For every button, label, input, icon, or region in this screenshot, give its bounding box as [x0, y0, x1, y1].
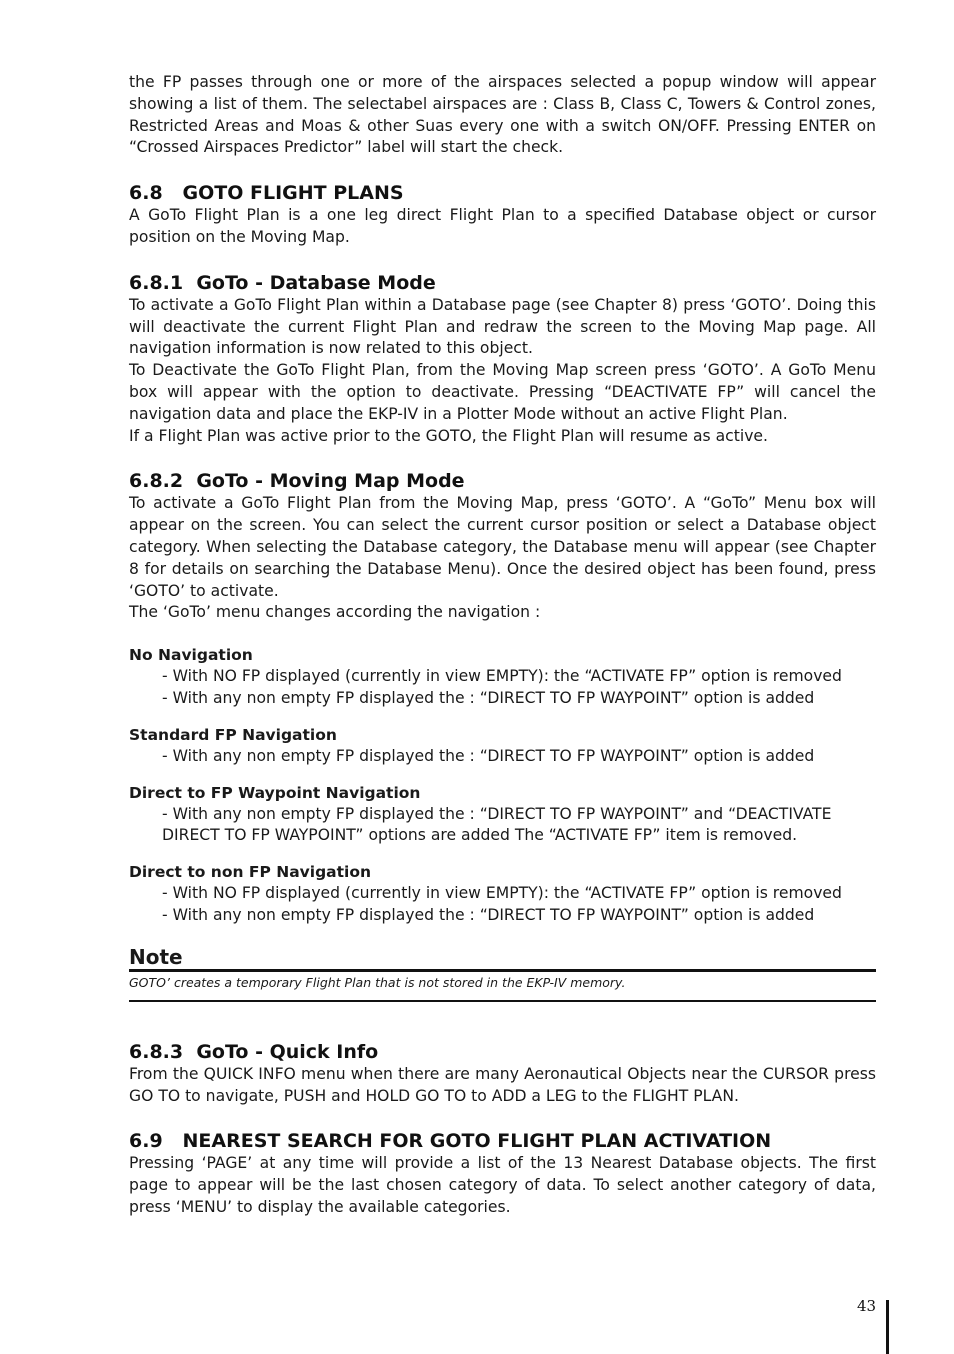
- list-item: - With any non empty FP displayed the : “DIRECT TO FP WAYPOINT” option is added: [162, 688, 815, 707]
- subsection-title: No Navigation: [129, 646, 253, 665]
- list-item: - With any non empty FP displayed the : “DIRECT TO FP WAYPOINT” option is added: [162, 746, 815, 765]
- section-heading: 6.9 NEAREST SEARCH FOR GOTO FLIGHT PLAN ACTIVATION: [129, 1130, 772, 1153]
- note-title: Note: [129, 945, 876, 972]
- note-text: GOTO’ creates a temporary Flight Plan that is not stored in the EKP-IV memory.: [129, 972, 876, 1002]
- section-heading: 6.8 GOTO FLIGHT PLANS: [129, 182, 404, 205]
- subsection-direct-to-non-fp: [129, 861, 876, 927]
- list-item: - With any non empty FP displayed the : “DIRECT TO FP WAYPOINT” and “DEACTIVATE: [162, 804, 832, 823]
- section-body: A GoTo Flight Plan is a one leg direct Flight Plan to a specified Database object or cursor position on the Moving Map.: [129, 206, 876, 246]
- section-body: Pressing ‘PAGE’ at any time will provide a list of the 13 Nearest Database objects. The first page to appear will be the last chosen category of data. To select another category of data, press ‘MENU’ to display the available categories.: [129, 1154, 876, 1216]
- subsection-no-navigation: [129, 644, 876, 710]
- page-edge-bar: [886, 1300, 889, 1354]
- subsection-standard-fp-navigation: [129, 724, 876, 768]
- subsection-title: Direct to non FP Navigation: [129, 863, 372, 882]
- subsection-direct-to-fp-waypoint: [129, 782, 876, 848]
- list-item: - With NO FP displayed (currently in view EMPTY): the “ACTIVATE FP” option is removed: [162, 884, 842, 903]
- list-item: DIRECT TO FP WAYPOINT” options are added The “ACTIVATE FP” item is removed.: [162, 826, 798, 845]
- document-page: [129, 72, 876, 1219]
- subsection-title: Standard FP Navigation: [129, 725, 337, 744]
- paragraph: To activate a GoTo Flight Plan within a Database page (see Chapter 8) press ‘GOTO’. Doing this will deactivate the current Flight Plan and redraw the screen to the Moving Map page. All navigation information is now related to this object.: [129, 295, 876, 358]
- note-box: [129, 945, 876, 1002]
- paragraph: The ‘GoTo’ menu changes according the navigation :: [129, 603, 541, 622]
- section-6-8: [129, 181, 876, 249]
- section-heading: 6.8.3 GoTo - Quick Info: [129, 1040, 379, 1063]
- list-item: - With NO FP displayed (currently in view EMPTY): the “ACTIVATE FP” option is removed: [162, 667, 842, 686]
- page-number: 43: [857, 1297, 877, 1315]
- paragraph: To Deactivate the GoTo Flight Plan, from the Moving Map screen press ‘GOTO’. A GoTo Menu box will appear with the option to deactivate. Pressing “DEACTIVATE FP” will cancel the navigation data and place the EKP-IV in a Plotter Mode without an active Flight Plan.: [129, 361, 876, 423]
- section-body: From the QUICK INFO menu when there are many Aeronautical Objects near the CURSOR press GO TO to navigate, PUSH and HOLD GO TO to ADD a LEG to the FLIGHT PLAN.: [129, 1064, 876, 1105]
- list-item: - With any non empty FP displayed the : “DIRECT TO FP WAYPOINT” option is added: [162, 905, 815, 924]
- section-heading: 6.8.2 GoTo - Moving Map Mode: [129, 470, 465, 493]
- section-6-8-3: [129, 1040, 876, 1108]
- intro-paragraph: the FP passes through one or more of the airspaces selected a popup window will appear showing a list of them. The selectabel airspaces are : Class B, Class C, Towers & Control zones, Restricted Areas and Moas & other Suas every one with a switch ON/OFF. Pressing ENTER on “Crossed Airspaces Predictor” label will start the check.: [129, 73, 876, 157]
- section-6-8-2: [129, 469, 876, 926]
- section-6-8-1: [129, 271, 876, 448]
- section-heading: 6.8.1 GoTo - Database Mode: [129, 271, 436, 294]
- section-6-9: [129, 1129, 876, 1218]
- paragraph: To activate a GoTo Flight Plan from the Moving Map, press ‘GOTO’. A “GoTo” Menu box will appear on the screen. You can select the current cursor position or select a Database object category. When selecting the Database category, the Database menu will appear (see Chapter 8 for details on searching the Database Menu). Once the desired object has been found, press ‘GOTO’ to activate.: [129, 494, 876, 600]
- subsection-title: Direct to FP Waypoint Navigation: [129, 783, 421, 802]
- paragraph: If a Flight Plan was active prior to the GOTO, the Flight Plan will resume as active.: [129, 426, 768, 445]
